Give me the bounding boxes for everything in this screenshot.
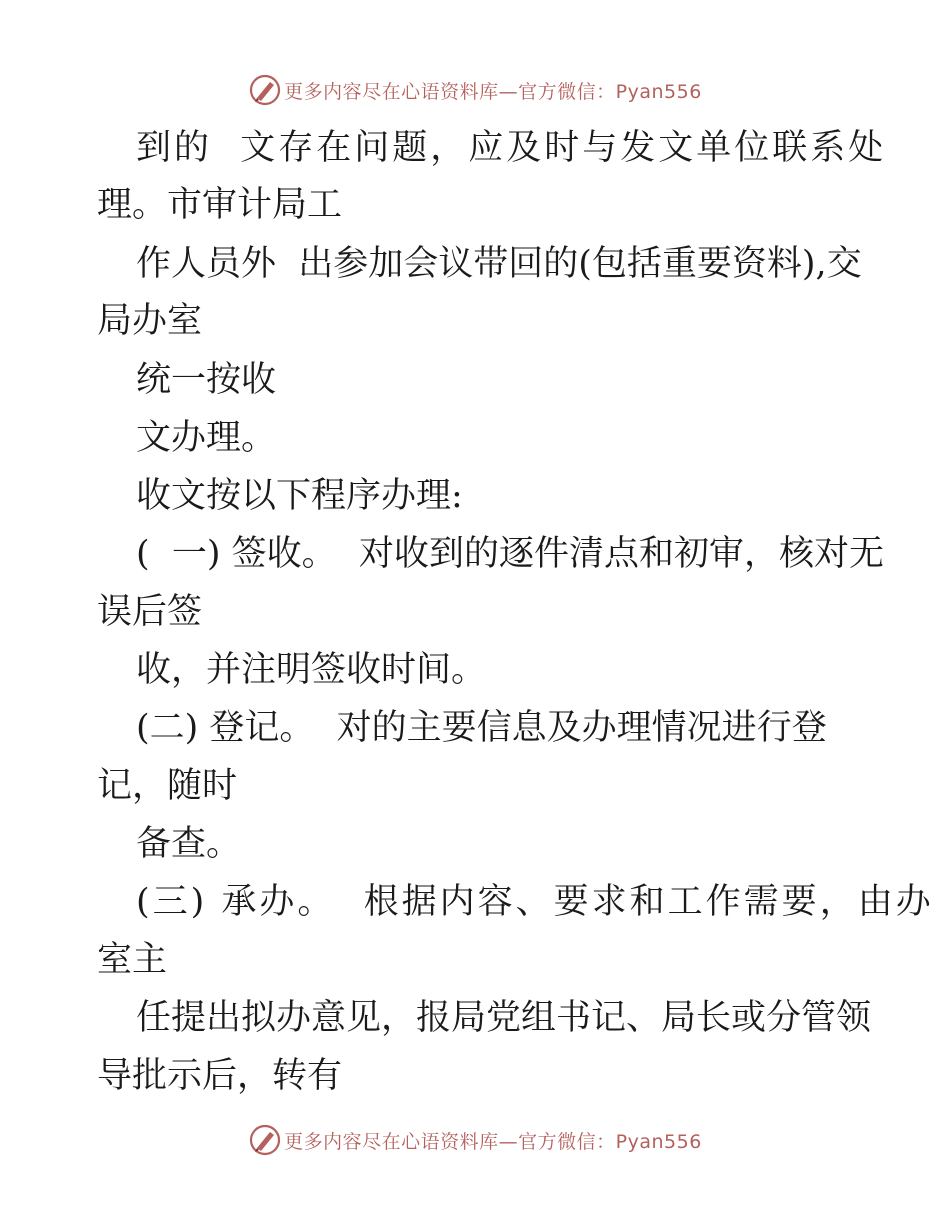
- header-banner-text: 更多内容尽在心语资料库—官方微信：Pyan556: [284, 80, 702, 103]
- text-line: 到的 文存在问题，应及时与发文单位联系处: [136, 128, 887, 168]
- text-line: 理。市审计局工: [97, 185, 343, 225]
- footer-banner-text: 更多内容尽在心语资料库—官方微信：Pyan556: [284, 1130, 702, 1153]
- text-line: 收文按以下程序办理:: [136, 476, 463, 516]
- text-line: 备查。: [136, 824, 242, 864]
- text-line: 记，随时: [97, 766, 238, 806]
- text-line: 收，并注明签收时间。: [136, 650, 487, 690]
- text-line: (三) 承办。 根据内容、要求和工作需要，由办: [136, 882, 934, 922]
- text-line: 文办理。: [136, 418, 277, 458]
- text-line: 室主: [97, 940, 168, 980]
- text-line: 任提出拟办意见，报局党组书记、局长或分管领: [136, 998, 872, 1038]
- text-line: ( 一) 签收。 对收到的逐件清点和初审，核对无: [136, 534, 884, 574]
- pen-logo-icon: [248, 1123, 282, 1157]
- text-line: 误后签: [97, 592, 203, 632]
- text-line: 作人员外 出参加会议带回的(包括重要资料),交: [136, 244, 862, 284]
- text-line: 统一按收: [136, 360, 277, 400]
- text-line: 局办室: [97, 301, 203, 341]
- footer-banner: [0, 1120, 950, 1160]
- text-line: 导批示后，转有: [97, 1056, 343, 1096]
- text-line: (二) 登记。 对的主要信息及办理情况进行登: [136, 708, 827, 748]
